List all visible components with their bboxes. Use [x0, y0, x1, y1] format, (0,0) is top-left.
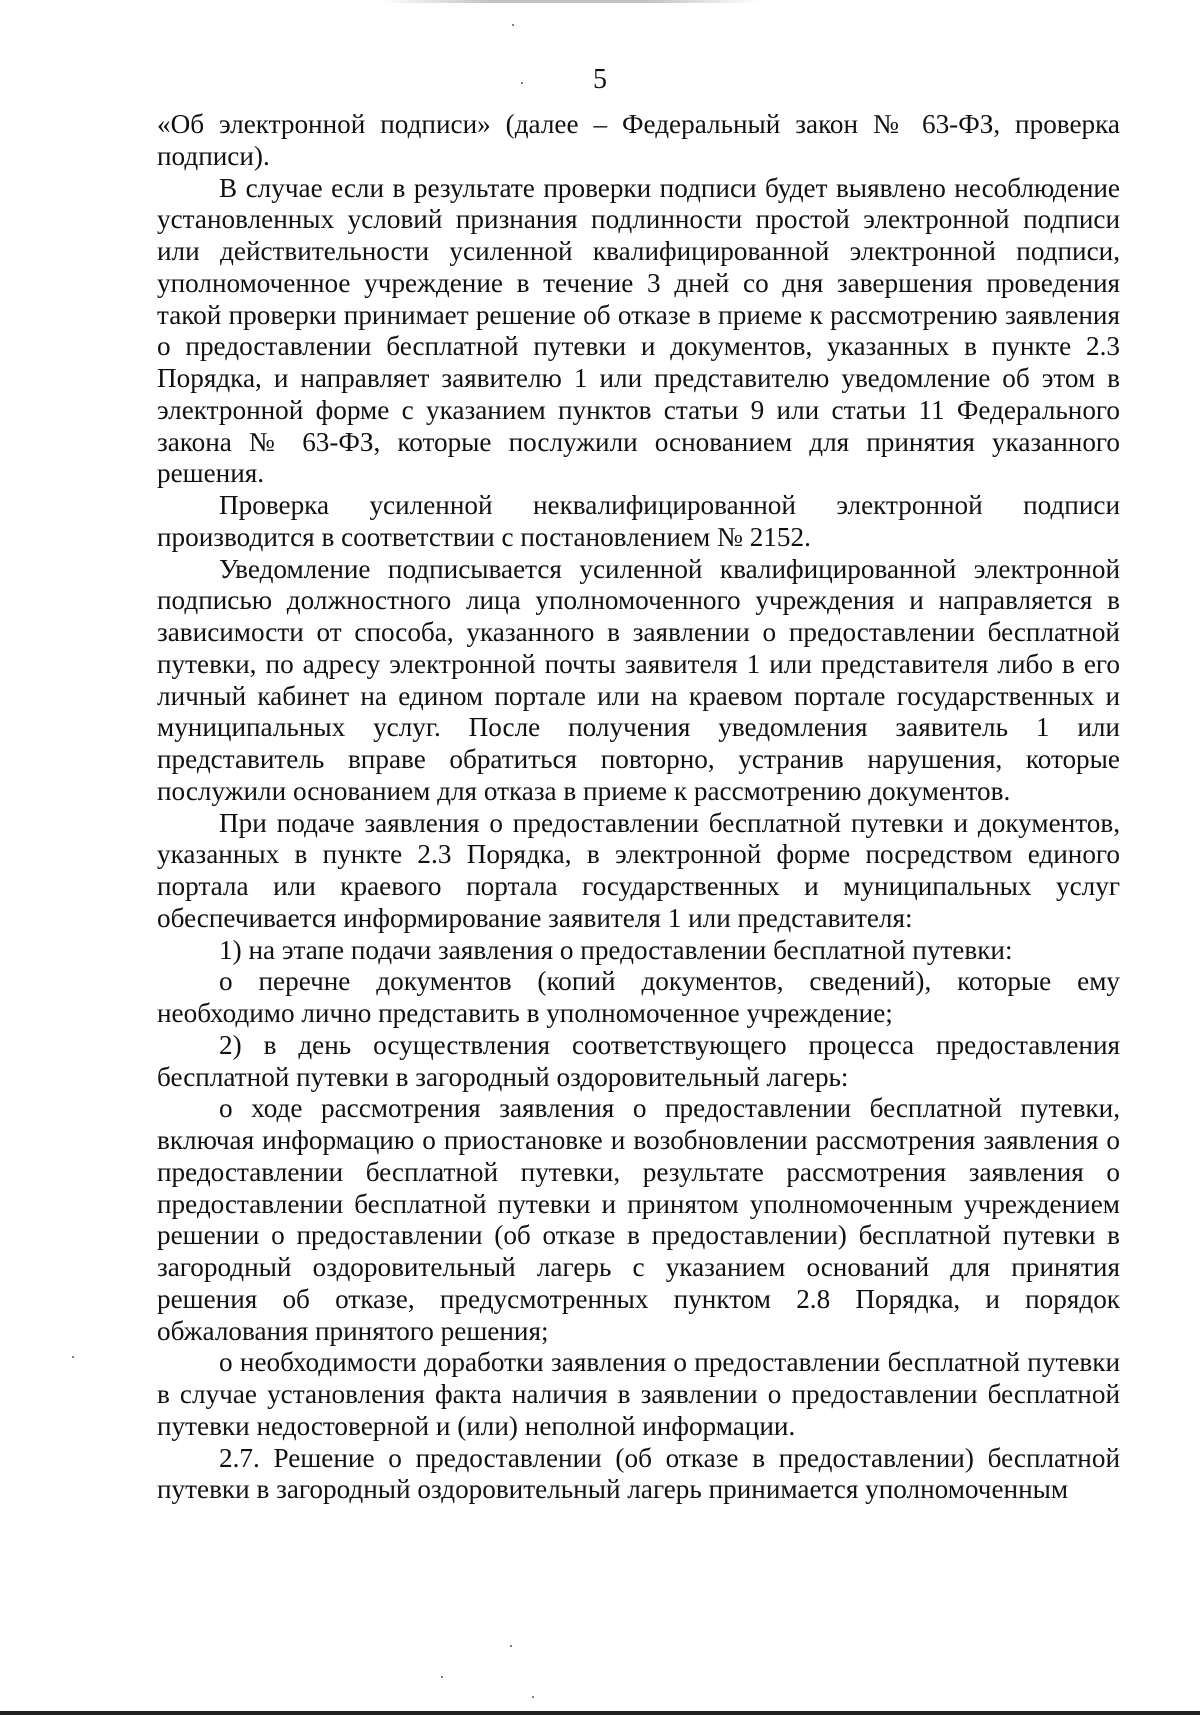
scan-artifact [380, 0, 760, 3]
page-number: 5 [593, 64, 607, 95]
paragraph-11: 2.7. Решение о предоставлении (об отказе в предоставлении) бесплатной путевки в загородный оздоровительный лагерь принимается уполномоченным [157, 1442, 1120, 1505]
paragraph-7: о перечне документов (копий документов, сведений), которые ему необходимо лично представить в уполномоченное учреждение; [157, 966, 1120, 1028]
paragraph-2: В случае если в результате проверки подписи будет выявлено несоблюдение установленных условий признания подлинности простой электронной подписи или действительности усиленной квалифицированной электронной подписи, уполномоченное учреждение в течение 3 дней со дня завершения проведения такой проверки принимает решение об отказе в приеме к рассмотрению заявления о предоставлении бесплатной путевки и документов, указанных в пункте 2.3 Порядка, и направляет заявителю 1 или представителю уведомление об этом в электронной форме с указанием пунктов статьи 9 или статьи 11 Федерального закона № 63-ФЗ, которые послужили основанием для принятия указанного решения. [157, 172, 1120, 489]
scan-speck [441, 1676, 443, 1678]
paragraph-6: 1) на этапе подачи заявления о предоставлении бесплатной путевки: [219, 934, 1013, 965]
scan-speck [521, 82, 523, 84]
paragraph-1: «Об электронной подписи» (далее – Федеральный закон № 63-ФЗ, проверка подписи). [157, 109, 1120, 171]
paragraph-4: Уведомление подписывается усиленной квалифицированной электронной подписью должностного лица уполномоченного учреждения и направляется в зависимости от способа, указанного в заявлении о предоставлении бесплатной путевки, по адресу электронной почты заявителя 1 или представителя либо в его личный кабинет на едином портале или на краевом портале государственных и муниципальных услуг. После получения уведомления заявитель 1 или представитель вправе обратиться повторно, устранив нарушения, которые послужили основанием для отказа в приеме к рассмотрению документов. [157, 553, 1120, 806]
paragraph-8: 2) в день осуществления соответствующего процесса предоставления бесплатной путевки в загородный оздоровительный лагерь: [157, 1029, 1120, 1092]
paragraph-5: При подаче заявления о предоставлении бесплатной путевки и документов, указанных в пункте 2.3 Порядка, в электронной форме посредством единого портала или краевого портала государственных и муниципальных услуг обеспечивается информирование заявителя 1 или представителя: [157, 807, 1120, 933]
document-body [157, 109, 1120, 1506]
paragraph-10: о необходимости доработки заявления о предоставлении бесплатной путевки в случае установления факта наличия в заявлении о предоставлении бесплатной путевки недостоверной и (или) неполной информации. [157, 1347, 1120, 1441]
scan-speck [512, 24, 514, 26]
paragraph-9: о ходе рассмотрения заявления о предоставлении бесплатной путевки, включая информацию о приостановке и возобновлении рассмотрения заявления о предоставлении бесплатной путевки, результате рассмотрения заявления о предоставлении бесплатной путевки и принятом уполномоченным учреждением решении о предоставлении (об отказе в предоставлении) бесплатной путевки в загородный оздоровительный лагерь с указанием оснований для принятия решения об отказе, предусмотренных пунктом 2.8 Порядка, и порядок обжалования принятого решения; [157, 1093, 1120, 1346]
paragraph-3: Проверка усиленной неквалифицированной электронной подписи производится в соответствии с постановлением № 2152. [157, 490, 1120, 552]
scan-bottom-edge [0, 1711, 1200, 1715]
scan-speck [72, 1356, 74, 1358]
scan-speck [532, 1696, 534, 1698]
scan-speck [510, 1645, 512, 1647]
